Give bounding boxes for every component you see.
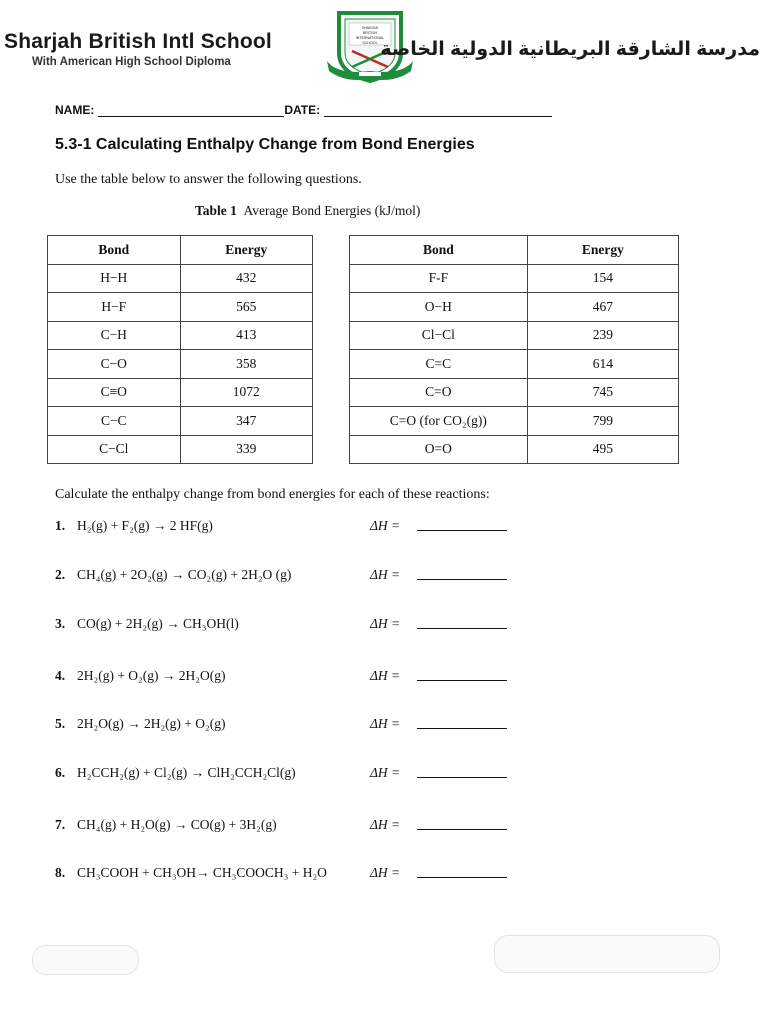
table-title: Average Bond Energies (kJ/mol): [243, 203, 421, 218]
svg-text:SCHOOL: SCHOOL: [362, 41, 378, 45]
bond-cell: F-F: [350, 264, 528, 293]
reaction-equation: CH₄(g) + 2O₂(g) → CO₂(g) + 2H₂O (g): [77, 567, 292, 582]
table-row: [48, 293, 313, 322]
school-name-arabic: مدرسة الشارقة البريطانية الدولية الخاصة: [380, 39, 760, 60]
date-field[interactable]: [324, 104, 552, 117]
reaction-equation: CH₃COOH + CH₃OH→ CH₃COOCH₃ + H₂O: [77, 865, 327, 880]
scan-artifact: [494, 935, 720, 973]
question-number: 5.: [55, 716, 66, 731]
bond-energy-table-left: [47, 235, 313, 464]
bond-cell: C≡O: [48, 378, 181, 407]
reaction-equation: H₂CCH₂(g) + Cl₂(g) → ClH₂CCH₂Cl(g): [77, 765, 296, 780]
question-number: 4.: [55, 668, 66, 683]
instructions: Use the table below to answer the following questions.: [55, 172, 362, 187]
reaction-equation: 2H₂O(g) → 2H₂(g) + O₂(g): [77, 716, 226, 731]
svg-text:INTERNATIONAL: INTERNATIONAL: [355, 36, 385, 40]
question-number: 7.: [55, 817, 66, 832]
energy-cell: 413: [180, 321, 313, 350]
table-row: [48, 264, 313, 293]
energy-cell: 799: [527, 407, 678, 436]
energy-cell: 347: [180, 407, 313, 436]
answer-blank[interactable]: [417, 680, 507, 681]
question-number: 6.: [55, 765, 66, 780]
school-name: Sharjah British Intl School: [4, 30, 272, 53]
table-row: [350, 293, 679, 322]
reaction-equation: 2H₂(g) + O₂(g) → 2H₂O(g): [77, 668, 226, 683]
table-row: [350, 350, 679, 379]
question-number: 2.: [55, 567, 66, 582]
question-5: [55, 716, 515, 736]
bond-cell: C−C: [48, 407, 181, 436]
question-4: [55, 668, 515, 688]
question-number: 3.: [55, 616, 66, 631]
question-7: [55, 817, 515, 837]
energy-cell: 154: [527, 264, 678, 293]
energy-cell: 614: [527, 350, 678, 379]
calculation-instructions: Calculate the enthalpy change from bond energies for each of these reactions:: [55, 487, 490, 502]
table-caption: [195, 203, 420, 219]
bond-cell: O−H: [350, 293, 528, 322]
energy-cell: 495: [527, 435, 678, 464]
answer-blank[interactable]: [417, 628, 507, 629]
table-row: [48, 350, 313, 379]
question-6: [55, 765, 515, 785]
bond-cell: C=O (for CO₂(g)): [350, 407, 528, 436]
energy-cell: 239: [527, 321, 678, 350]
table-row: [350, 321, 679, 350]
column-header-bond: Bond: [350, 236, 528, 265]
school-subtitle: With American High School Diploma: [32, 56, 231, 68]
delta-h-label: ΔH =: [370, 668, 401, 683]
reaction-equation: H₂(g) + F₂(g) → 2 HF(g): [77, 518, 213, 533]
question-1: [55, 518, 515, 538]
svg-text:SHARJAH: SHARJAH: [361, 26, 379, 30]
table-row: [350, 378, 679, 407]
energy-cell: 339: [180, 435, 313, 464]
column-header-energy: Energy: [527, 236, 678, 265]
answer-blank[interactable]: [417, 530, 507, 531]
energy-cell: 358: [180, 350, 313, 379]
table-row: [350, 264, 679, 293]
answer-blank[interactable]: [417, 579, 507, 580]
svg-text:BRITISH: BRITISH: [362, 31, 378, 35]
column-header-energy: Energy: [180, 236, 313, 265]
energy-cell: 467: [527, 293, 678, 322]
bond-cell: C−H: [48, 321, 181, 350]
worksheet-title: 5.3-1 Calculating Enthalpy Change from Bond Energies: [55, 136, 475, 153]
answer-blank[interactable]: [417, 728, 507, 729]
date-label: DATE:: [284, 103, 321, 117]
question-number: 1.: [55, 518, 66, 533]
reaction-equation: CO(g) + 2H₂(g) → CH₃OH(l): [77, 616, 239, 631]
bond-cell: C=O: [350, 378, 528, 407]
delta-h-label: ΔH =: [370, 765, 401, 780]
energy-cell: 432: [180, 264, 313, 293]
table-row: [48, 378, 313, 407]
energy-cell: 565: [180, 293, 313, 322]
table-row: [48, 321, 313, 350]
bond-cell: H−F: [48, 293, 181, 322]
table-row: [48, 435, 313, 464]
energy-cell: 745: [527, 378, 678, 407]
delta-h-label: ΔH =: [370, 567, 401, 582]
question-3: [55, 616, 515, 636]
column-header-bond: Bond: [48, 236, 181, 265]
delta-h-label: ΔH =: [370, 716, 401, 731]
question-8: [55, 865, 515, 885]
name-label: NAME:: [55, 103, 95, 117]
bond-energy-table-right: [349, 235, 679, 464]
bond-cell: C−O: [48, 350, 181, 379]
scan-artifact: [32, 945, 139, 975]
table-label: Table 1: [195, 203, 237, 218]
answer-blank[interactable]: [417, 829, 507, 830]
delta-h-label: ΔH =: [370, 616, 401, 631]
reaction-equation: CH₄(g) + H₂O(g) → CO(g) + 3H₂(g): [77, 817, 277, 832]
school-header: [4, 30, 272, 68]
table-row: [350, 407, 679, 436]
bond-cell: Cl−Cl: [350, 321, 528, 350]
bond-cell: H−H: [48, 264, 181, 293]
question-number: 8.: [55, 865, 66, 880]
delta-h-label: ΔH =: [370, 865, 401, 880]
table-row: [48, 407, 313, 436]
energy-cell: 1072: [180, 378, 313, 407]
delta-h-label: ΔH =: [370, 817, 401, 832]
question-2: [55, 567, 515, 587]
bond-cell: C=C: [350, 350, 528, 379]
bond-cell: O=O: [350, 435, 528, 464]
delta-h-label: ΔH =: [370, 518, 401, 533]
answer-blank[interactable]: [417, 877, 507, 878]
answer-blank[interactable]: [417, 777, 507, 778]
name-date-line: [55, 103, 552, 117]
table-row: [350, 435, 679, 464]
bond-cell: C−Cl: [48, 435, 181, 464]
name-field[interactable]: [98, 104, 284, 117]
